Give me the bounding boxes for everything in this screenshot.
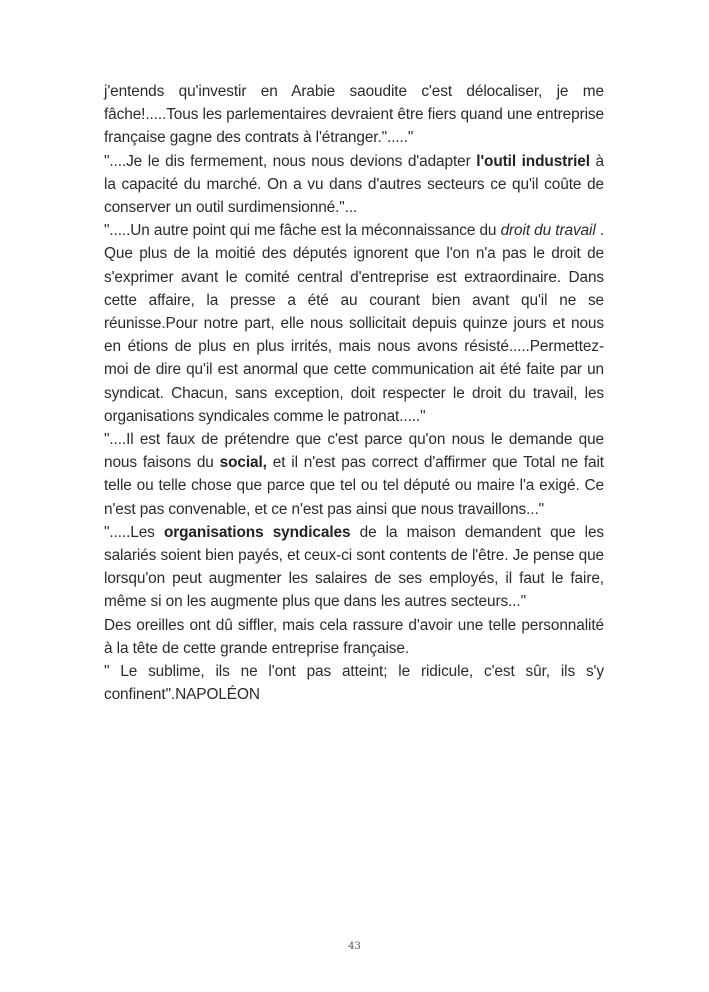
paragraph-5: ".....Les organisations syndicales de la maison demandent que les salariés soient bien payés, et ceux-ci sont contents de l'être. Je pense que lorsqu'on peut augmenter les salaires de ses employés, il faut le faire, même si on les augmente plus que dans les autres secteurs...": [104, 523, 605, 611]
paragraph-6: Des oreilles ont dû siffler, mais cela rassure d'avoir une telle personnalité à la tête de cette grande entreprise française.: [104, 616, 604, 657]
paragraph-2: "....Je le dis fermement, nous nous devions d'adapter l'outil industriel à la capacité du marché. On a vu dans d'autres secteurs ce qu'il coûte de conserver un outil surdimensionné."...: [104, 152, 604, 217]
bold-term-organisations-syndicales: organisations syndicales: [163, 523, 351, 541]
paragraph-4: "....Il est faux de prétendre que c'est parce qu'on nous le demande que nous faisons du social, et il n'est pas correct d'affirmer que Total ne fait telle ou telle chose que parce que tel ou tel député ou maire l'a exigé. Ce n'est pas convenable, et ce n'est pas ainsi que nous travaillons...": [104, 431, 604, 518]
page-number: 43: [348, 941, 361, 952]
italic-term-droit-du-travail: droit du travail: [500, 222, 596, 240]
closing-quote: " Le sublime, ils ne l'ont pas atteint; le ridicule, c'est sûr, ils s'y confinent".NAPOLÉON: [104, 663, 604, 704]
page-body: [104, 80, 604, 706]
bold-term-social: social,: [219, 454, 267, 472]
paragraph-3: ".....Un autre point qui me fâche est la méconnaissance du droit du travail . Que plus de la moitié des députés ignorent que l'on n'a pas le droit de s'exprimer avant le comité central d'entreprise est extraordinaire. Dans cette affaire, la presse a été au courant bien avant qu'il ne se réunisse.Pour notre part, elle nous sollicitait depuis quinze jours et nous en étions de plus en plus irrités, mais nous avons résisté.....Permettez- moi de dire qu'il est anormal que cette communication ait été faite par un syndicat. Chacun, sans exception, doit respecter le droit du travail, les organisations syndicales comme le patronat.....": [104, 222, 604, 425]
bold-term-outil-industriel: l'outil industriel: [476, 152, 590, 170]
paragraph-1: j'entends qu'investir en Arabie saoudite c'est délocaliser, je me fâche!.....Tous les parlementaires devraient être fiers quand une entreprise française gagne des contrats à l'étranger.".....": [104, 83, 604, 147]
